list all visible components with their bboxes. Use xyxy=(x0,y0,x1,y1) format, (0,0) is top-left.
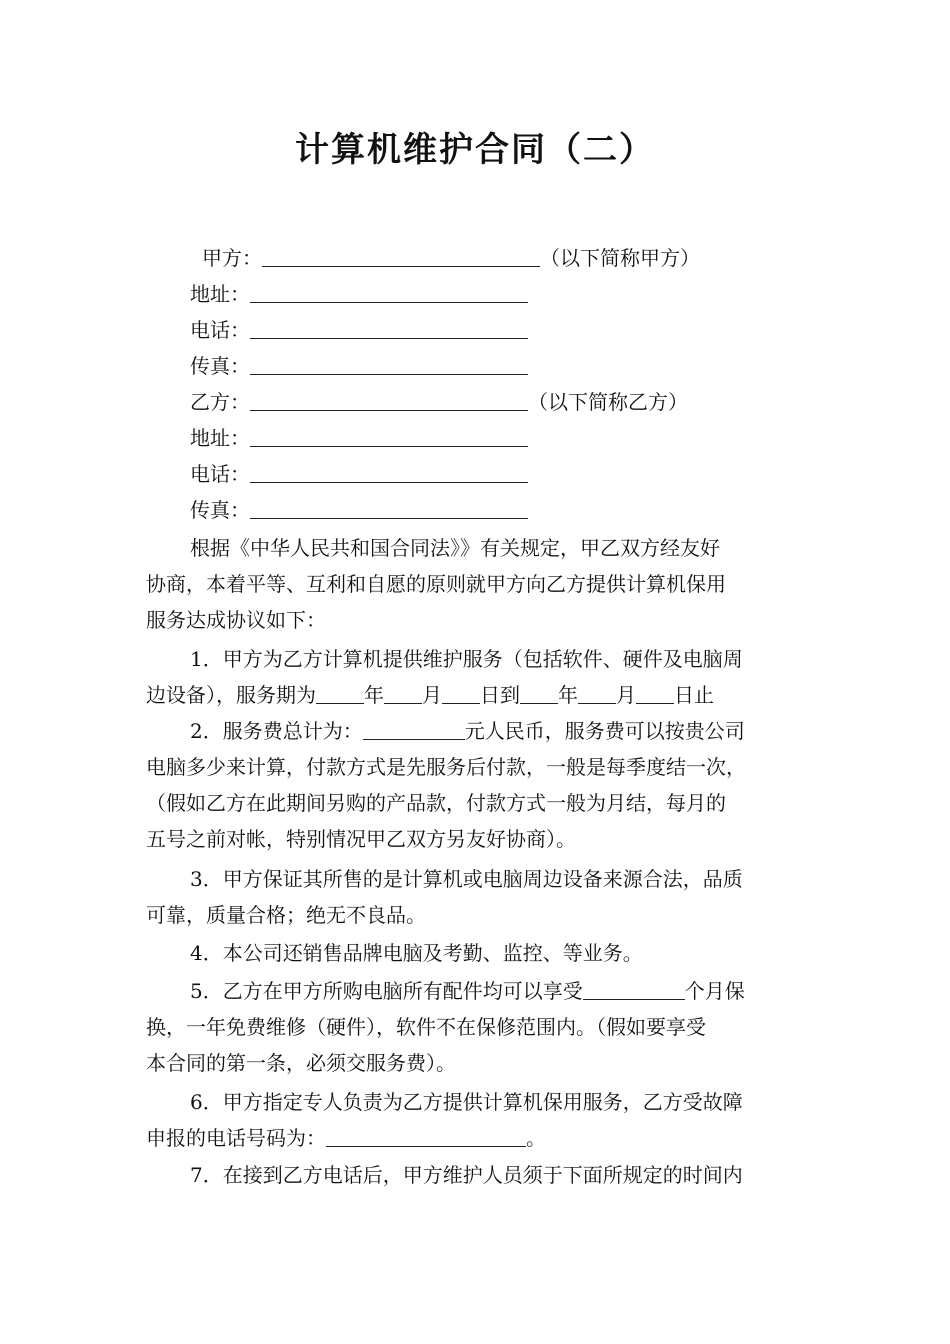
fault-report-phone-blank xyxy=(326,1126,526,1147)
clause-5-warranty-suffix: 个月保 xyxy=(684,979,745,1003)
clause-7-line-1: 7．在接到乙方电话后，甲方维护人员须于下面所规定的时间内 xyxy=(190,1163,743,1187)
party-b-name-blank xyxy=(250,390,528,411)
party-a-phone-label: 电话： xyxy=(190,318,250,342)
end-day-blank xyxy=(636,683,674,704)
party-a-suffix: （以下简称甲方） xyxy=(540,246,700,270)
party-b-label: 乙方： xyxy=(190,390,250,414)
end-month-unit: 月 xyxy=(616,683,636,707)
clause-2-line-1 xyxy=(190,718,745,744)
end-year-unit: 年 xyxy=(558,683,578,707)
start-year-blank xyxy=(316,683,364,704)
clause-6-line-2 xyxy=(146,1125,546,1151)
party-b-suffix: （以下简称乙方） xyxy=(528,390,688,414)
warranty-months-blank xyxy=(583,979,685,1000)
party-a-fax-line xyxy=(190,353,528,379)
party-b-line xyxy=(190,389,688,415)
party-b-phone-line xyxy=(190,461,528,487)
intro-line-2: 协商，本着平等、互利和自愿的原则就甲方向乙方提供计算机保用 xyxy=(146,572,726,596)
clause-1-line-1: 1．甲方为乙方计算机提供维护服务（包括软件、硬件及电脑周 xyxy=(190,647,743,671)
clause-2-line-2: 电脑多少来计算，付款方式是先服务后付款，一般是每季度结一次， xyxy=(146,755,746,779)
clause-6-phone-label: 申报的电话号码为： xyxy=(146,1126,326,1150)
party-a-phone-blank xyxy=(250,318,528,339)
party-b-fax-blank xyxy=(250,498,528,519)
clause-2-fee-label: 2．服务费总计为： xyxy=(190,719,363,743)
party-a-fax-blank xyxy=(250,354,528,375)
clause-1-service-period-label: 边设备），服务期为 xyxy=(146,683,316,707)
party-b-address-label: 地址： xyxy=(190,426,250,450)
service-fee-blank xyxy=(363,719,465,740)
party-b-fax-line xyxy=(190,497,528,523)
start-year-unit: 年 xyxy=(364,683,384,707)
party-a-line xyxy=(202,245,700,271)
party-b-address-blank xyxy=(250,426,528,447)
clause-3-line-2: 可靠，质量合格；绝无不良品。 xyxy=(146,903,426,927)
party-b-address-line xyxy=(190,425,528,451)
clause-1-line-2 xyxy=(146,682,714,708)
party-a-fax-label: 传真： xyxy=(190,354,250,378)
clause-3-line-1: 3．甲方保证其所售的是计算机或电脑周边设备来源合法，品质 xyxy=(190,867,743,891)
intro-line-3: 服务达成协议如下： xyxy=(146,608,326,632)
end-month-blank xyxy=(578,683,616,704)
start-month-blank xyxy=(384,683,422,704)
party-a-address-blank xyxy=(250,282,528,303)
intro-line-1: 根据《中华人民共和国合同法》》有关规定，甲乙双方经友好 xyxy=(190,536,720,560)
clause-4-line-1: 4．本公司还销售品牌电脑及考勤、监控、等业务。 xyxy=(190,941,643,965)
party-a-name-blank xyxy=(262,246,540,267)
party-b-fax-label: 传真： xyxy=(190,498,250,522)
end-year-blank xyxy=(520,683,558,704)
clause-5-line-2: 换，一年免费维修（硬件），软件不在保修范围内。（假如要享受 xyxy=(146,1015,706,1039)
party-a-phone-line xyxy=(190,317,528,343)
party-a-address-line xyxy=(190,281,528,307)
clause-5-line-1 xyxy=(190,978,745,1004)
clause-2-fee-suffix: 元人民币，服务费可以按贵公司 xyxy=(464,719,745,743)
start-day-unit: 日到 xyxy=(480,683,520,707)
start-month-unit: 月 xyxy=(422,683,442,707)
party-b-phone-label: 电话： xyxy=(190,462,250,486)
clause-6-line-1: 6．甲方指定专人负责为乙方提供计算机保用服务，乙方受故障 xyxy=(190,1090,743,1114)
party-a-address-label: 地址： xyxy=(190,282,250,306)
end-day-unit: 日止 xyxy=(674,683,714,707)
document-title: 计算机维护合同（二） xyxy=(295,130,655,170)
clause-2-line-4: 五号之前对帐，特别情况甲乙双方另友好协商）。 xyxy=(146,827,576,851)
clause-5-line-3: 本合同的第一条，必须交服务费）。 xyxy=(146,1051,456,1075)
party-a-label: 甲方： xyxy=(202,246,262,270)
clause-2-line-3: （假如乙方在此期间另购的产品款，付款方式一般为月结，每月的 xyxy=(146,791,726,815)
start-day-blank xyxy=(442,683,480,704)
clause-6-period: 。 xyxy=(526,1126,546,1150)
party-b-phone-blank xyxy=(250,462,528,483)
clause-5-warranty-label: 5．乙方在甲方所购电脑所有配件均可以享受 xyxy=(190,979,583,1003)
